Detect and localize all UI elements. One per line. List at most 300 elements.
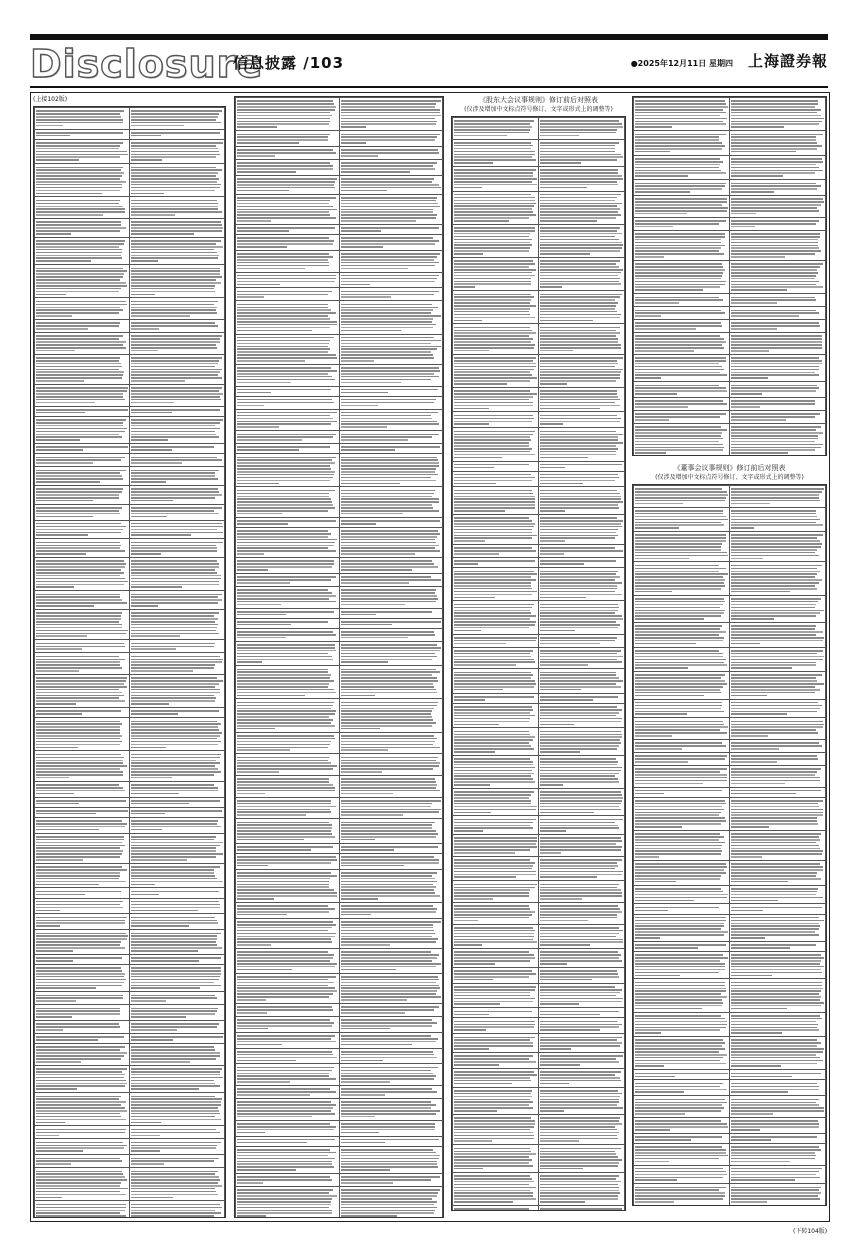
text-line xyxy=(540,421,620,423)
table-cell xyxy=(236,250,340,272)
table-cell xyxy=(453,967,539,983)
text-line xyxy=(635,1102,727,1104)
text-line xyxy=(341,449,395,451)
table-cell xyxy=(35,1139,130,1155)
text-line xyxy=(454,709,533,711)
text-line xyxy=(131,534,191,536)
text-line xyxy=(237,878,330,880)
text-line xyxy=(131,920,217,922)
table-cell xyxy=(339,235,443,251)
text-line xyxy=(131,875,215,877)
table-cell xyxy=(236,574,340,587)
table-cell xyxy=(453,487,539,514)
text-line xyxy=(454,986,536,988)
table-cell xyxy=(339,869,443,902)
table-row xyxy=(236,1064,443,1086)
text-line xyxy=(635,213,687,215)
text-line xyxy=(635,393,677,395)
text-line xyxy=(454,135,507,137)
text-line xyxy=(635,585,725,587)
table-cell xyxy=(35,817,130,833)
text-line xyxy=(454,350,489,352)
text-line xyxy=(237,126,277,128)
text-line xyxy=(635,366,722,368)
text-line xyxy=(731,134,823,136)
text-line xyxy=(36,142,123,144)
text-line xyxy=(131,575,221,577)
text-line xyxy=(36,935,128,937)
table-row xyxy=(236,819,443,844)
text-line xyxy=(454,597,495,599)
text-line xyxy=(454,604,534,606)
text-line xyxy=(237,849,311,851)
table-cell xyxy=(35,108,130,130)
table-cell xyxy=(730,699,826,718)
text-line xyxy=(36,1008,120,1010)
table-cell xyxy=(35,718,130,751)
text-line xyxy=(635,1201,674,1203)
text-line xyxy=(36,1215,126,1217)
text-line xyxy=(341,862,439,864)
text-line xyxy=(635,372,720,374)
text-line xyxy=(237,611,334,613)
table-cell xyxy=(130,1126,225,1139)
text-line xyxy=(237,389,331,391)
table-cell xyxy=(730,797,826,830)
text-line xyxy=(36,1182,121,1184)
text-line xyxy=(454,973,536,975)
text-line xyxy=(540,156,623,158)
text-line xyxy=(540,1011,619,1013)
text-line xyxy=(237,1070,332,1072)
table-row xyxy=(634,411,826,424)
text-line xyxy=(341,291,440,293)
text-line xyxy=(540,1071,621,1073)
table-cell xyxy=(453,647,539,669)
text-line xyxy=(540,408,600,410)
text-line xyxy=(131,970,221,972)
text-line xyxy=(36,294,66,296)
text-line xyxy=(36,922,125,924)
text-line xyxy=(635,136,719,138)
text-line xyxy=(540,275,618,277)
text-line xyxy=(635,191,690,193)
text-line xyxy=(731,115,821,117)
text-line xyxy=(454,1107,533,1109)
text-line xyxy=(454,653,530,655)
text-line xyxy=(237,1028,268,1030)
text-line xyxy=(635,322,721,324)
text-line xyxy=(36,208,125,210)
text-line xyxy=(131,689,220,691)
text-line xyxy=(341,253,441,255)
text-line xyxy=(237,985,328,987)
text-line xyxy=(540,941,623,943)
text-line xyxy=(454,1159,532,1161)
text-line xyxy=(731,510,816,512)
text-line xyxy=(540,278,620,280)
text-line xyxy=(635,664,727,666)
table-cell xyxy=(339,574,443,587)
text-line xyxy=(36,122,123,124)
text-line xyxy=(731,761,777,763)
text-line xyxy=(454,493,533,495)
text-line xyxy=(731,653,817,655)
text-line xyxy=(36,288,121,290)
table-cell xyxy=(730,941,826,951)
text-line xyxy=(341,1169,390,1171)
text-line xyxy=(540,849,621,851)
text-line xyxy=(237,1155,328,1157)
text-line xyxy=(635,1027,726,1029)
text-line xyxy=(131,680,223,682)
table-row xyxy=(35,416,225,443)
text-line xyxy=(454,178,537,180)
text-line xyxy=(131,985,221,987)
text-line xyxy=(454,914,532,916)
text-line xyxy=(540,272,621,274)
table-cell xyxy=(539,487,625,514)
text-line xyxy=(341,604,405,606)
table-cell xyxy=(539,428,625,461)
text-line xyxy=(454,610,530,612)
table-cell xyxy=(730,979,826,1012)
text-line xyxy=(131,1116,215,1118)
text-line xyxy=(731,191,774,193)
text-line xyxy=(731,1021,816,1023)
text-line xyxy=(341,1028,391,1030)
table-cell xyxy=(453,1034,539,1053)
comparison-table-3 xyxy=(451,116,626,1211)
table-cell xyxy=(539,471,625,487)
text-line xyxy=(341,692,438,694)
table-cell xyxy=(634,1143,730,1165)
text-line xyxy=(131,1145,217,1147)
table-row xyxy=(634,333,826,355)
text-line xyxy=(341,1107,432,1109)
text-line xyxy=(341,412,438,414)
text-line xyxy=(540,436,618,438)
text-line xyxy=(131,627,217,629)
text-line xyxy=(731,1060,823,1062)
text-line xyxy=(341,728,381,730)
text-line xyxy=(731,900,778,902)
table-cell xyxy=(539,728,625,755)
text-line xyxy=(341,1139,440,1141)
text-line xyxy=(731,175,783,177)
table-row xyxy=(453,693,625,703)
text-line xyxy=(131,659,223,661)
table-row xyxy=(634,1096,826,1118)
text-line xyxy=(635,780,727,782)
text-line xyxy=(131,777,172,779)
text-line xyxy=(341,686,435,688)
text-line xyxy=(237,197,336,199)
text-line xyxy=(131,853,223,855)
table-cell xyxy=(539,755,625,788)
text-line xyxy=(131,793,179,795)
table-cell xyxy=(634,861,730,886)
text-line xyxy=(36,190,120,192)
text-line xyxy=(635,571,719,573)
text-line xyxy=(454,442,529,444)
text-line xyxy=(36,1085,125,1087)
text-line xyxy=(635,488,722,490)
text-line xyxy=(131,1191,216,1193)
text-line xyxy=(731,1042,821,1044)
text-line xyxy=(36,1046,125,1048)
text-line xyxy=(731,591,790,593)
text-line xyxy=(454,1093,531,1095)
text-line xyxy=(341,259,435,261)
text-line xyxy=(237,990,337,992)
text-line xyxy=(454,490,532,492)
table-row xyxy=(453,412,625,428)
text-line xyxy=(454,742,529,744)
table-row xyxy=(634,230,826,260)
text-line xyxy=(635,659,726,661)
text-line xyxy=(731,726,823,728)
table-row xyxy=(35,454,225,467)
column-2 xyxy=(234,96,444,1220)
table-cell xyxy=(236,608,340,618)
text-line xyxy=(237,1169,296,1171)
text-line xyxy=(131,243,216,245)
text-line xyxy=(36,976,124,978)
text-line xyxy=(36,732,120,734)
table-row xyxy=(35,333,225,355)
text-line xyxy=(341,661,389,663)
text-line xyxy=(341,480,437,482)
table-row xyxy=(35,817,225,833)
text-line xyxy=(36,1049,120,1051)
table-row xyxy=(35,467,225,486)
text-line xyxy=(454,1104,529,1106)
text-line xyxy=(36,646,125,648)
table-cell xyxy=(339,272,443,288)
text-line xyxy=(36,338,119,340)
text-line xyxy=(454,175,533,177)
text-line xyxy=(237,579,331,581)
text-line xyxy=(731,1005,821,1007)
text-line xyxy=(540,1048,571,1050)
brand-logo: Disclosure xyxy=(30,42,264,86)
text-line xyxy=(131,159,162,161)
text-line xyxy=(237,421,337,423)
text-line xyxy=(454,1135,534,1137)
text-line xyxy=(131,973,221,975)
text-line xyxy=(731,969,821,971)
table-row xyxy=(236,396,443,409)
text-line xyxy=(635,708,721,710)
text-line xyxy=(731,1057,820,1059)
text-line xyxy=(731,963,820,965)
text-line xyxy=(36,872,120,874)
table-cell xyxy=(730,131,826,156)
table-cell xyxy=(539,1053,625,1069)
table-cell xyxy=(730,507,826,532)
text-line xyxy=(36,633,126,635)
text-line xyxy=(454,1138,534,1140)
text-line xyxy=(36,390,127,392)
table-cell xyxy=(539,634,625,647)
text-line xyxy=(36,575,120,577)
text-line xyxy=(131,957,221,959)
text-line xyxy=(731,732,818,734)
text-line xyxy=(731,702,818,704)
text-line xyxy=(341,373,435,375)
table-row xyxy=(35,108,225,130)
text-line xyxy=(36,335,123,337)
text-line xyxy=(237,814,306,816)
text-line xyxy=(731,990,821,992)
text-line xyxy=(540,123,622,125)
text-line xyxy=(36,605,94,607)
text-line xyxy=(635,969,725,971)
text-line xyxy=(131,960,199,962)
text-line xyxy=(36,175,122,177)
table-cell xyxy=(730,307,826,320)
text-line xyxy=(454,1083,512,1085)
text-line xyxy=(731,907,822,909)
text-line xyxy=(454,510,505,512)
table-row xyxy=(634,382,826,398)
table-cell xyxy=(130,817,225,833)
text-line xyxy=(731,491,822,493)
text-line xyxy=(237,434,336,436)
text-line xyxy=(540,1120,619,1122)
table-row xyxy=(634,217,826,230)
text-line xyxy=(237,1152,336,1154)
text-line xyxy=(540,859,622,861)
text-line xyxy=(540,643,600,645)
table-row xyxy=(634,623,826,648)
text-line xyxy=(237,118,330,120)
continued-from-label: (上接102版) xyxy=(33,96,68,103)
text-line xyxy=(731,444,823,446)
table-cell xyxy=(339,775,443,797)
table-cell xyxy=(35,558,130,591)
text-line xyxy=(731,210,819,212)
text-line xyxy=(731,982,822,984)
text-line xyxy=(454,504,535,506)
table-cell xyxy=(539,1068,625,1087)
text-line xyxy=(540,178,623,180)
text-line xyxy=(540,674,616,676)
text-line xyxy=(36,741,122,743)
text-line xyxy=(237,294,328,296)
comparison-table-4a xyxy=(632,96,827,456)
text-line xyxy=(731,1065,781,1067)
table-cell xyxy=(453,1008,539,1018)
text-line xyxy=(131,500,173,502)
table-cell xyxy=(730,424,826,456)
text-line xyxy=(454,927,533,929)
table-row xyxy=(634,1080,826,1096)
table-cell xyxy=(130,1139,225,1155)
text-line xyxy=(341,1142,385,1144)
text-line xyxy=(131,872,214,874)
text-line xyxy=(36,1142,123,1144)
table-row xyxy=(35,751,225,781)
text-line xyxy=(36,847,120,849)
text-line xyxy=(237,806,336,808)
text-line xyxy=(540,1039,617,1041)
table-row xyxy=(453,471,625,487)
text-line xyxy=(454,837,537,839)
text-line xyxy=(454,1126,534,1128)
table-cell xyxy=(130,1034,225,1044)
text-line xyxy=(635,426,721,428)
table-cell xyxy=(130,888,225,898)
text-line xyxy=(237,1009,333,1011)
text-line xyxy=(454,169,536,171)
text-line xyxy=(341,1060,384,1062)
text-line xyxy=(237,569,268,571)
text-line xyxy=(635,607,720,609)
text-line xyxy=(635,207,728,209)
text-line xyxy=(36,680,126,682)
text-line xyxy=(237,496,329,498)
comparison-table-1 xyxy=(33,106,226,1218)
text-line xyxy=(635,555,728,557)
text-line xyxy=(131,371,220,373)
text-line xyxy=(341,1094,385,1096)
text-line xyxy=(540,718,622,720)
text-line xyxy=(635,220,726,222)
table-row xyxy=(35,485,225,504)
text-line xyxy=(635,363,719,365)
table-cell xyxy=(35,797,130,807)
text-line xyxy=(237,337,334,339)
text-line xyxy=(237,539,337,541)
text-line xyxy=(237,661,262,663)
text-line xyxy=(237,121,330,123)
text-line xyxy=(131,488,218,490)
text-line xyxy=(540,656,623,658)
table-row xyxy=(236,224,443,234)
text-line xyxy=(36,425,123,427)
table-cell xyxy=(130,139,225,164)
text-line xyxy=(731,826,769,828)
text-line xyxy=(237,510,328,512)
text-line xyxy=(36,836,124,838)
table-row xyxy=(236,454,443,487)
table-cell xyxy=(539,412,625,428)
text-line xyxy=(454,393,537,395)
table-cell xyxy=(453,558,539,568)
text-line xyxy=(731,735,768,737)
text-line xyxy=(131,1173,215,1175)
text-line xyxy=(131,910,198,912)
table-cell xyxy=(236,334,340,364)
table-cell xyxy=(539,1034,625,1053)
text-line xyxy=(237,259,328,261)
table-cell xyxy=(339,98,443,131)
text-line xyxy=(36,1197,62,1199)
text-line xyxy=(237,705,333,707)
text-line xyxy=(36,1000,76,1002)
text-line xyxy=(36,344,123,346)
text-line xyxy=(635,1129,670,1131)
text-line xyxy=(237,477,333,479)
text-line xyxy=(131,446,214,448)
text-line xyxy=(237,659,333,661)
text-line xyxy=(341,1116,375,1118)
table-cell xyxy=(539,983,625,1008)
text-line xyxy=(635,284,725,286)
table-cell xyxy=(453,1172,539,1205)
